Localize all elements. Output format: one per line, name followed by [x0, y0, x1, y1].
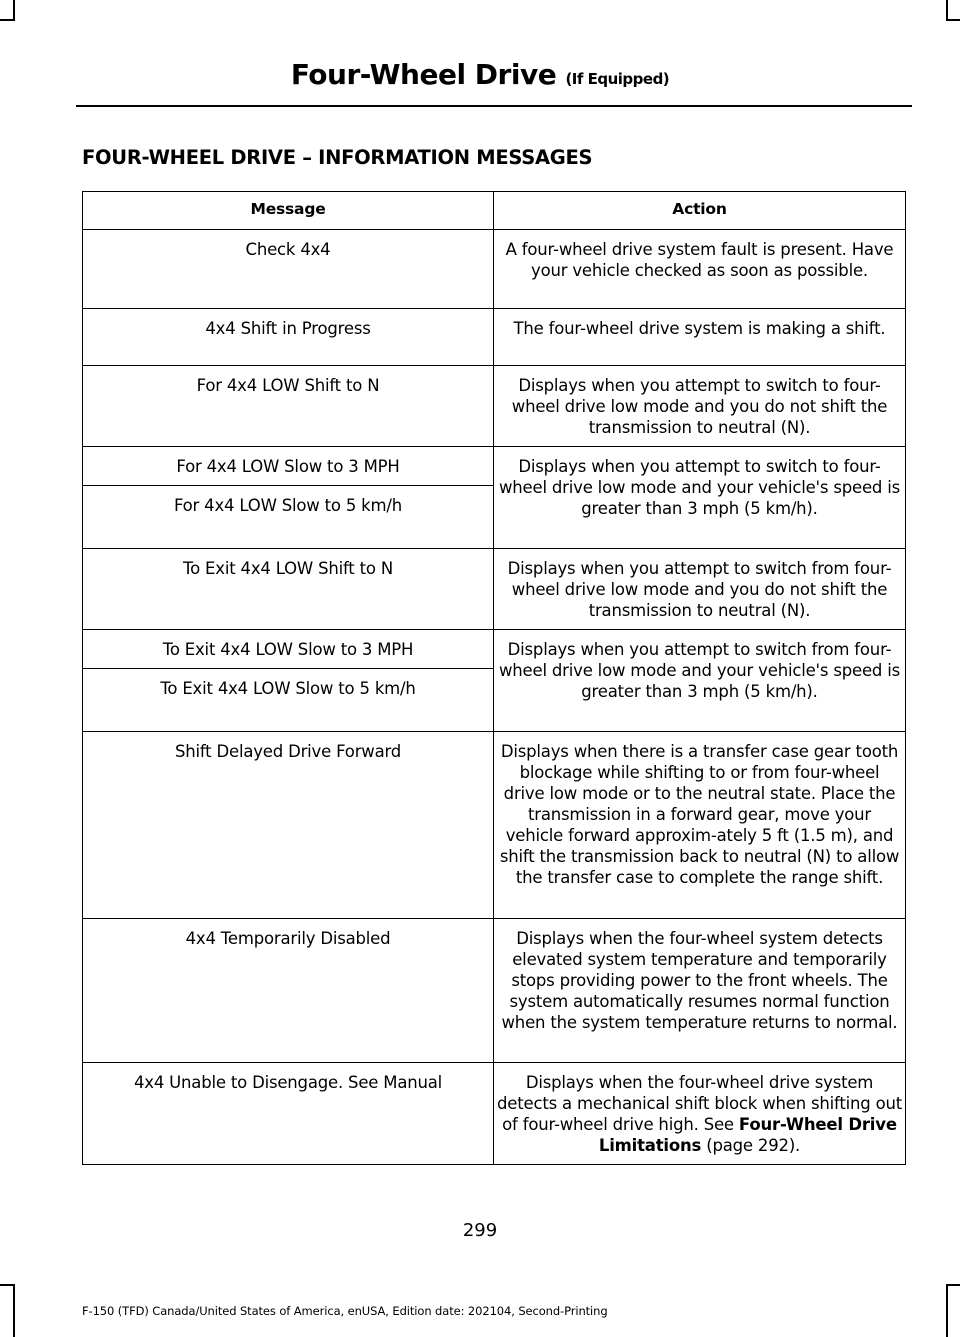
crop-mark-top-right-h: [946, 19, 960, 21]
table-row: [83, 366, 906, 447]
page-header: [0, 58, 960, 91]
header-title: Four-Wheel Drive: [290, 58, 557, 91]
action-cell: Displays when you attempt to switch from four-wheel drive low mode and your vehicle's speed is greater than 3 mph (5 km/h).: [494, 630, 906, 732]
action-cell: A four-wheel drive system fault is present. Have your vehicle checked as soon as possible.: [494, 230, 906, 309]
action-cell: Displays when the four-wheel system detects elevated system temperature and temporarily stops providing power to the front wheels. The system automatically resumes normal function when the system temperature returns to normal.: [494, 919, 906, 1063]
footer-text: F-150 (TFD) Canada/United States of America, enUSA, Edition date: 202104, Second-Printing: [82, 1304, 608, 1318]
information-messages-table: [82, 191, 906, 1165]
column-header-message: Message: [83, 192, 494, 230]
message-cell: For 4x4 LOW Shift to N: [83, 366, 494, 447]
message-cell: Shift Delayed Drive Forward: [83, 732, 494, 919]
crop-mark-top-left-v: [13, 0, 15, 20]
crop-mark-bottom-left-v: [13, 1284, 15, 1337]
crop-mark-top-right-v: [946, 0, 948, 20]
crop-mark-bottom-right-v: [946, 1284, 948, 1337]
table-row: [83, 447, 906, 486]
message-cell: For 4x4 LOW Slow to 3 MPH: [83, 447, 494, 486]
crop-mark-bottom-right-h: [946, 1284, 960, 1286]
table-row: [83, 309, 906, 366]
cross-reference-link[interactable]: Four-Wheel Drive Limitations: [598, 1115, 897, 1155]
action-cell: Displays when there is a transfer case gear tooth blockage while shifting to or from four-wheel drive low mode or to the neutral state. Place the transmission in a forward gear, move your vehicle forward approxim-ately 5 ft (1.5 m), and shift the transmission back to neutral (N) to allow the transfer case to complete the range shift.: [494, 732, 906, 919]
table-row: [83, 630, 906, 669]
table-row: [83, 230, 906, 309]
message-cell: 4x4 Unable to Disengage. See Manual: [83, 1063, 494, 1165]
table-row: [83, 919, 906, 1063]
table-header-row: [83, 192, 906, 230]
message-cell: For 4x4 LOW Slow to 5 km/h: [83, 486, 494, 549]
crop-mark-bottom-left-h: [0, 1284, 15, 1286]
message-cell: Check 4x4: [83, 230, 494, 309]
message-cell: To Exit 4x4 LOW Shift to N: [83, 549, 494, 630]
message-cell: 4x4 Shift in Progress: [83, 309, 494, 366]
action-cell: Displays when you attempt to switch to four-wheel drive low mode and your vehicle's speed is greater than 3 mph (5 km/h).: [494, 447, 906, 549]
message-cell: 4x4 Temporarily Disabled: [83, 919, 494, 1063]
action-cell: Displays when you attempt to switch from four-wheel drive low mode and you do not shift the transmission to neutral (N).: [494, 549, 906, 630]
column-header-action: Action: [494, 192, 906, 230]
table-row: [83, 1063, 906, 1165]
header-divider: [76, 105, 912, 107]
table-row: [83, 549, 906, 630]
message-cell: To Exit 4x4 LOW Slow to 3 MPH: [83, 630, 494, 669]
page-reference: (page 292).: [701, 1136, 801, 1155]
table-row: [83, 732, 906, 919]
header-subtitle: (If Equipped): [565, 70, 670, 88]
action-cell: Displays when you attempt to switch to four-wheel drive low mode and you do not shift the transmission to neutral (N).: [494, 366, 906, 447]
page-number: 299: [462, 1220, 498, 1241]
message-cell: To Exit 4x4 LOW Slow to 5 km/h: [83, 669, 494, 732]
action-cell: [494, 1063, 906, 1165]
crop-mark-top-left-h: [0, 19, 15, 21]
action-text: Displays when the four-wheel drive system detects a mechanical shift block when shifting out of four-wheel drive high. See: [497, 1073, 903, 1134]
section-title: FOUR-WHEEL DRIVE – INFORMATION MESSAGES: [82, 146, 593, 169]
action-cell: The four-wheel drive system is making a shift.: [494, 309, 906, 366]
